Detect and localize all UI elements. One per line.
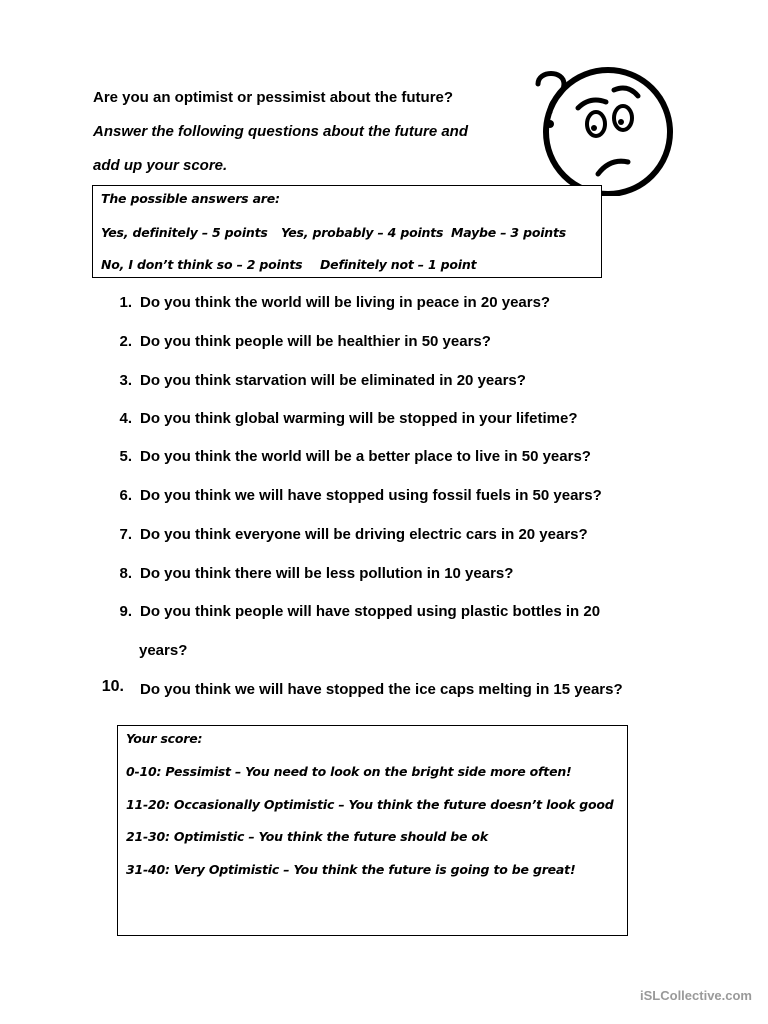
page-title: Are you an optimist or pessimist about the future? bbox=[93, 89, 454, 106]
question-text: Do you think the world will be living in peace in 20 years? bbox=[140, 294, 551, 311]
confused-face-icon bbox=[528, 66, 678, 196]
question-text: Do you think we will have stopped using fossil fuels in 50 years? bbox=[140, 487, 602, 504]
question-number: 1. bbox=[119, 294, 132, 311]
question-number: 4. bbox=[119, 410, 132, 427]
score-band-pessimist: 0-10: Pessimist – You need to look on the bright side more often! bbox=[126, 764, 572, 779]
question-text: Do you think people will have stopped using plastic bottles in 20 bbox=[140, 603, 601, 620]
answer-option-4-points: Yes, probably – 4 points bbox=[281, 225, 444, 240]
question-text: Do you think everyone will be driving electric cars in 20 years? bbox=[140, 526, 588, 543]
score-band-optimistic: 21-30: Optimistic – You think the future should be ok bbox=[126, 829, 488, 844]
answers-heading: The possible answers are: bbox=[101, 191, 280, 206]
question-number: 7. bbox=[119, 526, 132, 543]
question-number: 6. bbox=[119, 487, 132, 504]
answer-option-1-point: Definitely not – 1 point bbox=[320, 257, 477, 272]
answer-option-2-points: No, I don’t think so – 2 points bbox=[101, 257, 303, 272]
question-number: 5. bbox=[119, 448, 132, 465]
question-number: 3. bbox=[119, 372, 132, 389]
question-text: Do you think global warming will be stopped in your lifetime? bbox=[140, 410, 578, 427]
question-number: 2. bbox=[119, 333, 132, 350]
answer-option-5-points: Yes, definitely – 5 points bbox=[101, 225, 268, 240]
question-text: Do you think we will have stopped the ice caps melting in 15 years? bbox=[140, 681, 623, 698]
question-number: 9. bbox=[119, 603, 132, 620]
question-text: Do you think people will be healthier in 50 years? bbox=[140, 333, 491, 350]
score-band-very-optimistic: 31-40: Very Optimistic – You think the future is going to be great! bbox=[126, 862, 576, 877]
score-band-occasionally-optimistic: 11-20: Occasionally Optimistic – You think the future doesn’t look good bbox=[126, 797, 614, 812]
score-heading: Your score: bbox=[126, 731, 203, 746]
question-number: 8. bbox=[119, 565, 132, 582]
question-text: Do you think starvation will be eliminated in 20 years? bbox=[140, 372, 526, 389]
question-text-continued: years? bbox=[139, 642, 188, 659]
question-text: Do you think the world will be a better place to live in 50 years? bbox=[140, 448, 591, 465]
instruction-line-1: Answer the following questions about the future and bbox=[93, 123, 468, 140]
instruction-line-2: add up your score. bbox=[93, 157, 228, 174]
question-text: Do you think there will be less pollution in 10 years? bbox=[140, 565, 514, 582]
watermark: iSLCollective.com bbox=[640, 988, 752, 1003]
question-number: 10. bbox=[101, 678, 124, 695]
answer-option-3-points: Maybe – 3 points bbox=[451, 225, 567, 240]
